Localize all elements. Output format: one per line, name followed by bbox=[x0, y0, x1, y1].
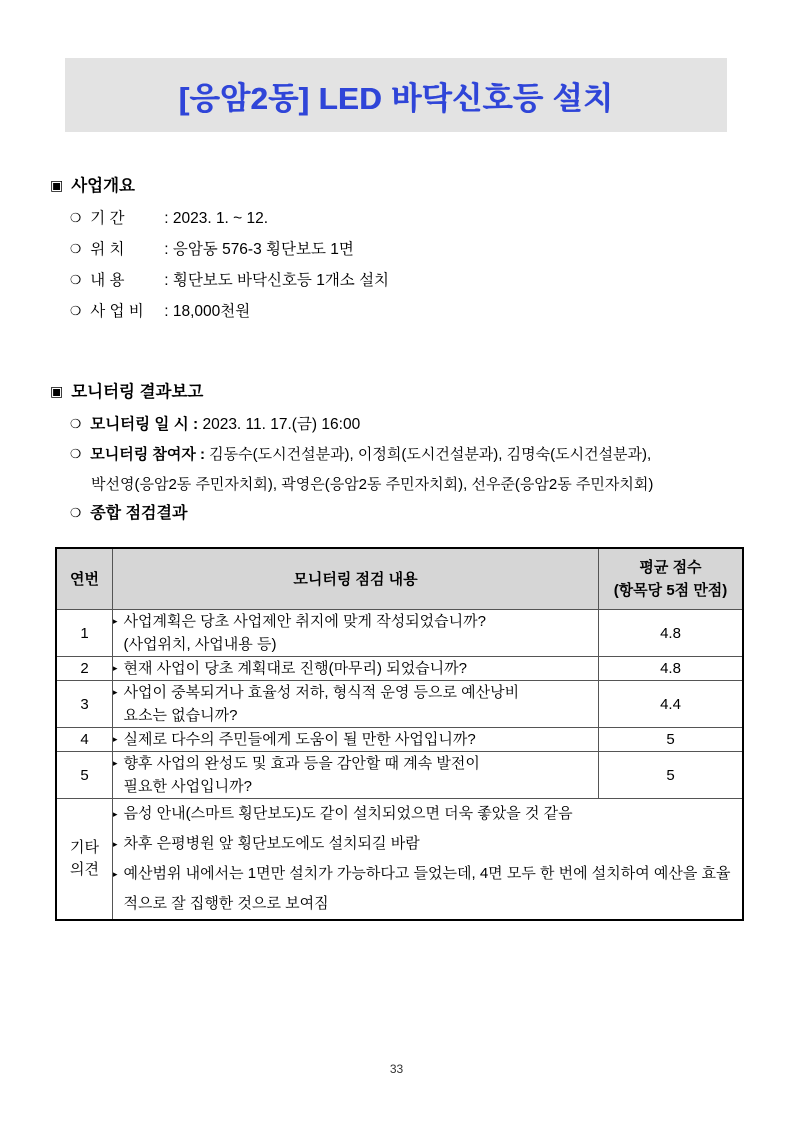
table-header-score-line2: (항목당 5점 만점) bbox=[613, 582, 728, 599]
row-question bbox=[113, 610, 599, 657]
section-heading-overview bbox=[0, 172, 793, 196]
monitoring-participants-row bbox=[0, 440, 793, 470]
overview-item-list bbox=[0, 203, 793, 327]
section-heading-monitoring-label: 모니터링 결과보고 bbox=[71, 383, 204, 401]
page-title: [응암2동] LED 바닥신호등 설치 bbox=[178, 80, 614, 116]
section-heading-monitoring bbox=[0, 378, 793, 402]
overview-value-location: 응암동 576-3 횡단보도 1면 bbox=[172, 241, 354, 258]
circle-bullet-icon: ❍ bbox=[70, 273, 82, 287]
row-question bbox=[113, 657, 599, 681]
title-banner bbox=[65, 58, 727, 132]
section-business-overview bbox=[0, 172, 793, 327]
table-row bbox=[56, 681, 743, 728]
overview-label-location: 위 치 bbox=[90, 241, 125, 258]
circle-bullet-icon: ❍ bbox=[70, 447, 82, 461]
row-score: 4.4 bbox=[599, 681, 744, 728]
etc-comment-text: 차후 은평병원 앞 횡단보도에도 설치되길 바람 bbox=[123, 835, 420, 852]
table-header-row bbox=[56, 548, 743, 610]
row-question-text: 향후 사업의 완성도 및 효과 등을 감안할 때 계속 발전이 bbox=[123, 755, 480, 772]
table-header-content: 모니터링 점검 내용 bbox=[113, 548, 599, 610]
monitoring-datetime-value: 2023. 11. 17.(금) 16:00 bbox=[202, 416, 361, 433]
list-item bbox=[0, 296, 793, 327]
table-row bbox=[56, 657, 743, 681]
overview-sep-budget: : bbox=[164, 303, 169, 320]
row-score: 4.8 bbox=[599, 657, 744, 681]
circle-bullet-icon: ❍ bbox=[70, 211, 82, 225]
page-number: 33 bbox=[389, 1062, 404, 1076]
overview-sep-content: : bbox=[164, 272, 169, 289]
monitoring-participants-line1: 김동수(도시건설분과), 이정희(도시건설분과), 김명숙(도시건설분과), bbox=[209, 446, 652, 463]
circle-bullet-icon: ❍ bbox=[70, 417, 82, 431]
section-monitoring-report bbox=[0, 378, 793, 528]
table-head bbox=[56, 548, 743, 610]
row-question bbox=[113, 752, 599, 799]
table-header-no: 연번 bbox=[56, 548, 113, 610]
row-score: 5 bbox=[599, 728, 744, 752]
row-no: 2 bbox=[56, 657, 113, 681]
row-score: 5 bbox=[599, 752, 744, 799]
etc-label-line1: 기타 bbox=[70, 839, 99, 856]
monitoring-results-table bbox=[55, 547, 744, 921]
table-header-score bbox=[599, 548, 744, 610]
etc-label-cell bbox=[56, 799, 113, 921]
row-score: 4.8 bbox=[599, 610, 744, 657]
row-question-sub: 요소는 없습니까? bbox=[123, 707, 238, 724]
row-question bbox=[113, 681, 599, 728]
table-row bbox=[56, 610, 743, 657]
triangle-bullet-icon: ▸ bbox=[113, 869, 118, 879]
row-question-text: 현재 사업이 당초 계획대로 진행(마무리) 되었습니까? bbox=[123, 660, 467, 677]
etc-comments-cell bbox=[113, 799, 744, 921]
circle-bullet-icon: ❍ bbox=[70, 242, 82, 256]
etc-comment-item bbox=[113, 829, 742, 859]
list-item bbox=[0, 265, 793, 296]
list-item bbox=[0, 234, 793, 265]
triangle-bullet-icon: ▸ bbox=[113, 687, 118, 697]
row-question bbox=[113, 728, 599, 752]
overview-sep-period: : bbox=[164, 210, 169, 227]
triangle-bullet-icon: ▸ bbox=[113, 839, 118, 849]
circle-bullet-icon: ❍ bbox=[70, 506, 82, 520]
monitoring-datetime-row bbox=[0, 409, 793, 440]
table-row-etc-opinions bbox=[56, 799, 743, 921]
table-row bbox=[56, 728, 743, 752]
monitoring-participants-label: 모니터링 참여자 : bbox=[90, 446, 205, 463]
list-item bbox=[0, 203, 793, 234]
monitoring-datetime-label: 모니터링 일 시 : bbox=[90, 416, 199, 433]
table-header-score-line1: 평균 점수 bbox=[639, 559, 702, 576]
triangle-bullet-icon: ▸ bbox=[113, 758, 118, 768]
overview-label-content: 내 용 bbox=[90, 272, 125, 289]
section-heading-overview-label: 사업개요 bbox=[71, 177, 135, 195]
triangle-bullet-icon: ▸ bbox=[113, 663, 118, 673]
circle-bullet-icon: ❍ bbox=[70, 304, 82, 318]
row-question-text: 사업계획은 당초 사업제안 취지에 맞게 작성되었습니까? bbox=[123, 613, 486, 630]
etc-comment-text: 예산범위 내에서는 1면만 설치가 가능하다고 들었는데, 4면 모두 한 번에 설치하여 예산을 효율적으로 잘 집행한 것으로 보여짐 bbox=[123, 865, 731, 912]
etc-label-line2: 의견 bbox=[70, 861, 99, 878]
results-table-wrapper bbox=[55, 547, 731, 921]
monitoring-participants-line2: 박선영(응암2동 주민자치회), 곽영은(응암2동 주민자치회), 선우준(응암2동 주민자치회) bbox=[91, 476, 654, 493]
row-question-sub: (사업위치, 사업내용 등) bbox=[123, 636, 277, 653]
row-question-text: 실제로 다수의 주민들에게 도움이 될 만한 사업입니까? bbox=[123, 731, 476, 748]
results-heading-label: 종합 점검결과 bbox=[90, 505, 188, 522]
overview-value-budget: 18,000천원 bbox=[172, 303, 251, 320]
table-body bbox=[56, 610, 743, 921]
row-no: 5 bbox=[56, 752, 113, 799]
row-no: 3 bbox=[56, 681, 113, 728]
overview-value-content: 횡단보도 바닥신호등 1개소 설치 bbox=[172, 272, 390, 289]
overview-value-period: 2023. 1. ~ 12. bbox=[172, 210, 269, 227]
overview-sep-location: : bbox=[164, 241, 169, 258]
overview-label-budget: 사 업 비 bbox=[90, 303, 144, 320]
triangle-bullet-icon: ▸ bbox=[113, 616, 118, 626]
overview-label-period: 기 간 bbox=[90, 210, 125, 227]
row-question-sub: 필요한 사업입니까? bbox=[123, 778, 252, 795]
etc-comment-text: 음성 안내(스마트 횡단보도)도 같이 설치되었으면 더욱 좋았을 것 같음 bbox=[123, 805, 573, 822]
row-no: 4 bbox=[56, 728, 113, 752]
etc-comment-item bbox=[113, 799, 742, 829]
square-bullet-icon: ▣ bbox=[50, 383, 64, 399]
row-no: 1 bbox=[56, 610, 113, 657]
table-row bbox=[56, 752, 743, 799]
triangle-bullet-icon: ▸ bbox=[113, 734, 118, 744]
results-heading bbox=[0, 500, 793, 528]
etc-comment-item bbox=[113, 859, 742, 919]
row-question-text: 사업이 중복되거나 효율성 저하, 형식적 운영 등으로 예산낭비 bbox=[123, 684, 520, 701]
triangle-bullet-icon: ▸ bbox=[113, 809, 118, 819]
square-bullet-icon: ▣ bbox=[50, 177, 64, 193]
